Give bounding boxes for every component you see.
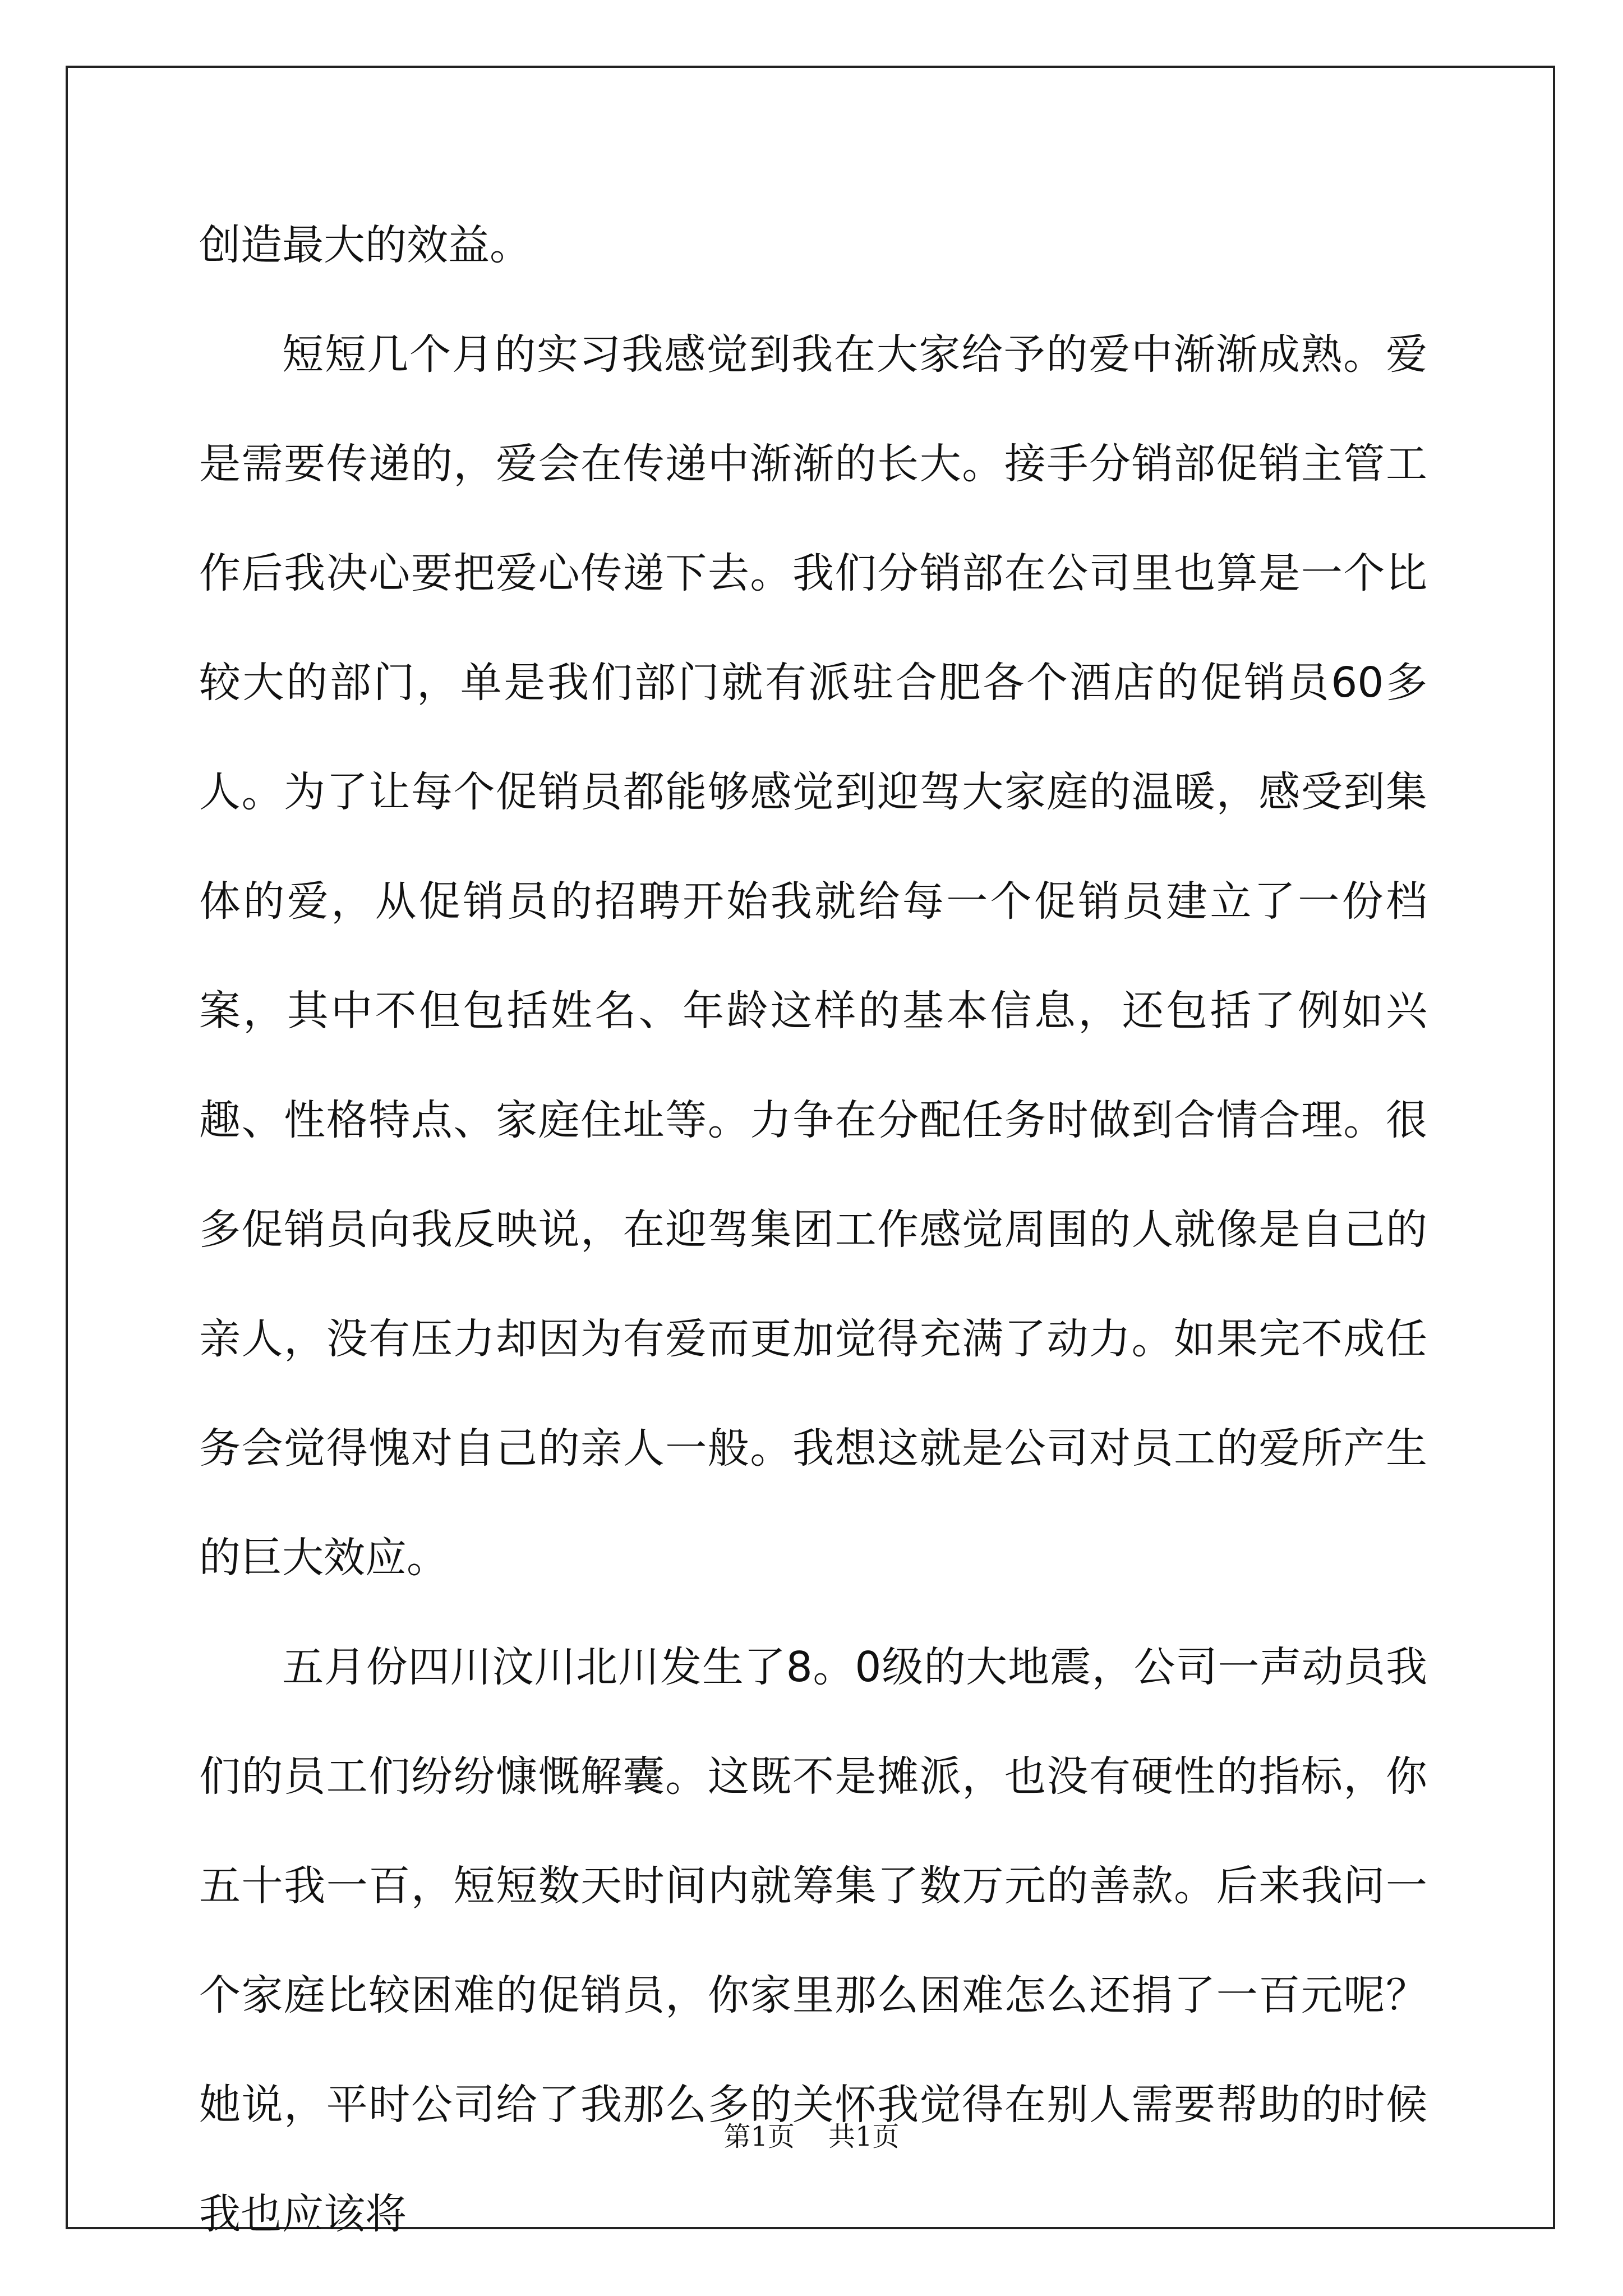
document-body: [199, 191, 1427, 2269]
paragraph-1: 创造最大的效益。: [199, 221, 531, 269]
page-total: 共1页: [828, 2121, 900, 2152]
paragraph-2: 短短几个月的实习我感觉到我在大家给予的爱中渐渐成熟。爱是需要传递的，爱会在传递中渐渐的长大。接手分销部促销主管工作后我决心要把爱心传递下去。我们分销部在公司里也算是一个比较大的部门，单是我们部门就有派驻合肥各个酒店的促销员60多人。为了让每个促销员都能够感觉到迎驾大家庭的温暖，感受到集体的爱，从促销员的招聘开始我就给每一个促销员建立了一份档案，其中不但包括姓名、年龄这样的基本信息，还包括了例如兴趣、性格特点、家庭住址等。力争在分配任务时做到合情合理。很多促销员向我反映说，在迎驾集团工作感觉周围的人就像是自己的亲人，没有压力却因为有爱而更加觉得充满了动力。如果完不成任务会觉得愧对自己的亲人一般。我想这就是公司对员工的爱所产生的巨大效应。: [199, 330, 1427, 1582]
page-number: 第1页: [723, 2121, 795, 2152]
paragraph-3: 五月份四川汶川北川发生了8。0级的大地震，公司一声动员我们的员工们纷纷慷慨解囊。这既不是摊派，也没有硬性的指标，你五十我一百，短短数天时间内就筹集了数万元的善款。后来我问一个家庭比较困难的促销员，你家里那么困难怎么还捐了一百元呢？她说，平时公司给了我那么多的关怀我觉得在别人需要帮助的时候我也应该将: [199, 1643, 1427, 2238]
page-footer: [0, 2115, 1623, 2154]
